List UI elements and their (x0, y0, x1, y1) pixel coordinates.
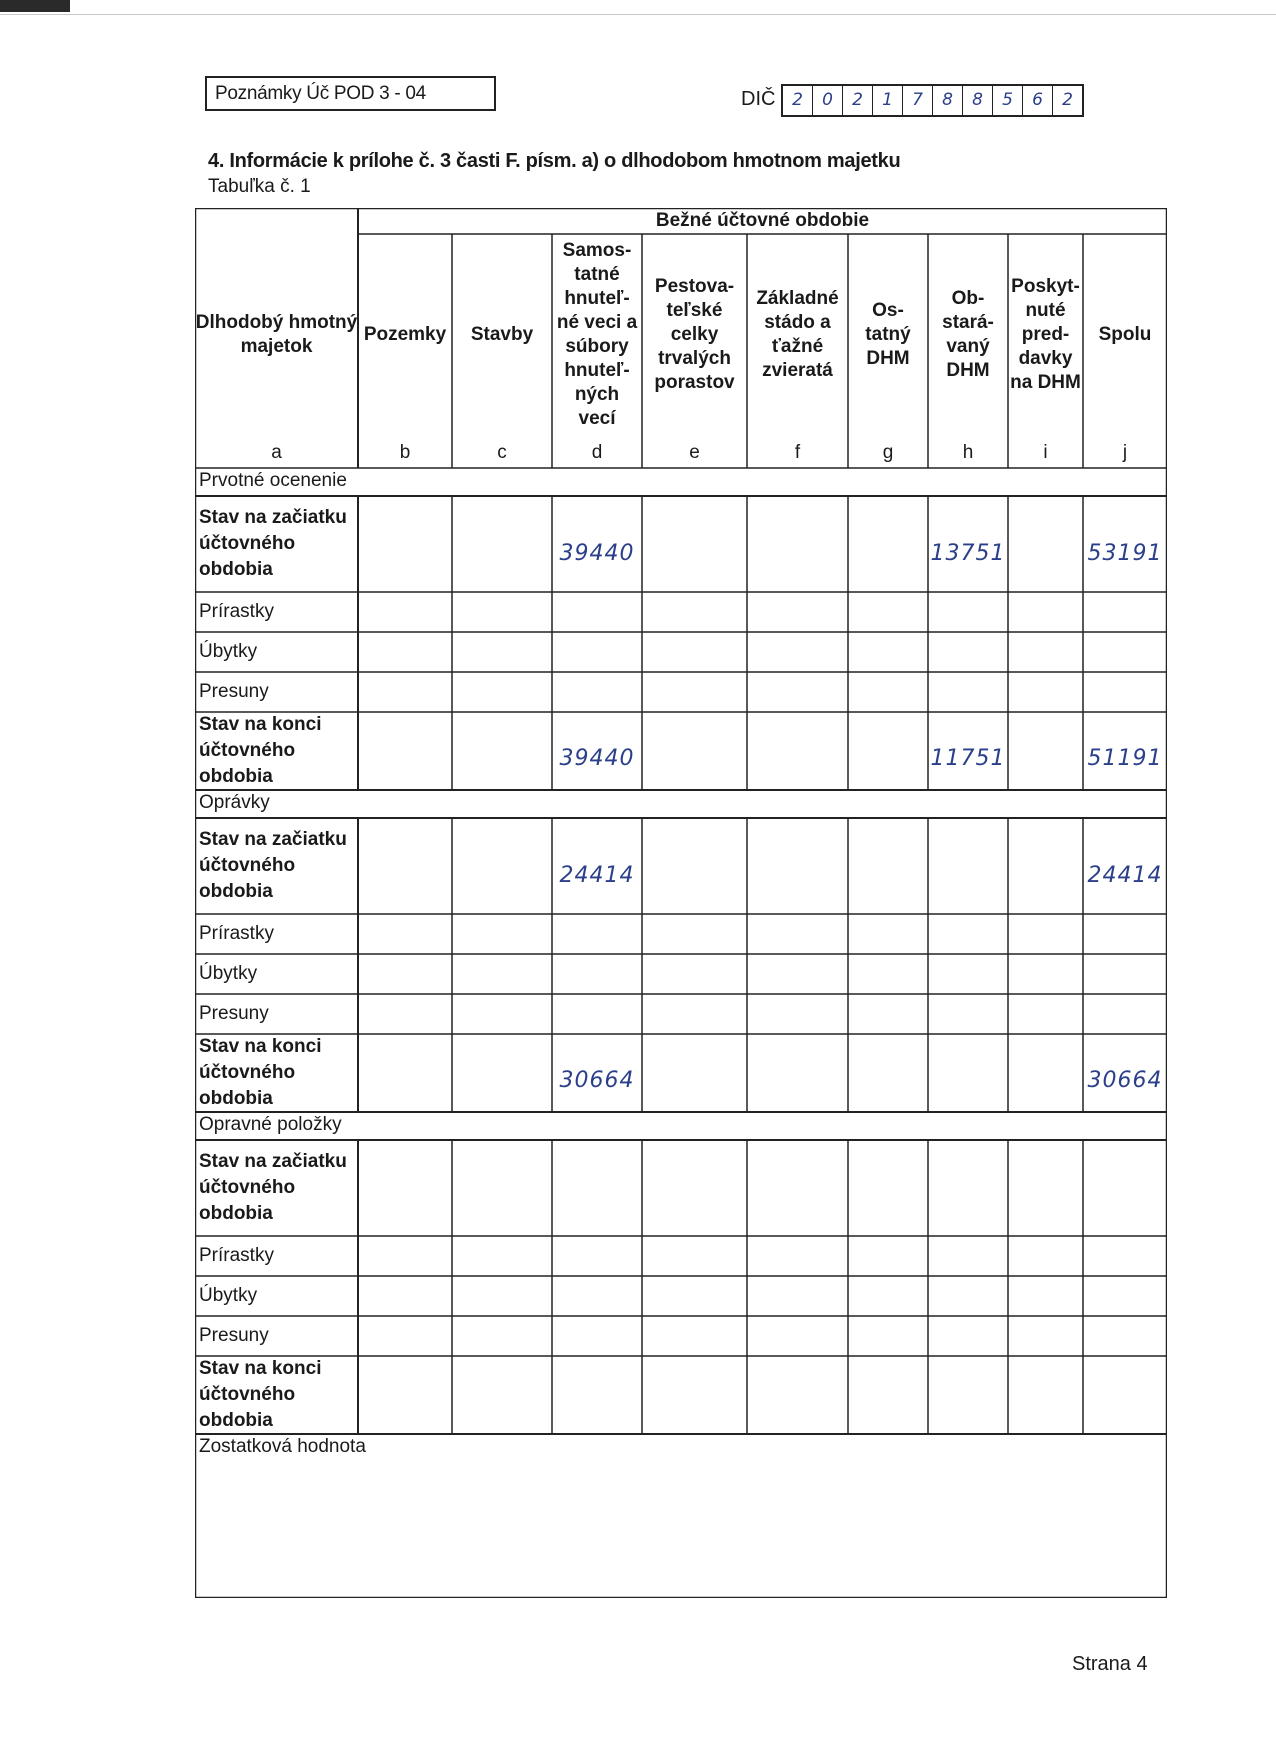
dic-digit-box: 7 (903, 86, 933, 115)
handwritten-value: 39440 (559, 541, 635, 567)
col-letter: d (591, 442, 603, 463)
super-header: Bežné účtovné obdobie (655, 210, 870, 231)
col-header: Ob-stará-vaný DHM (942, 288, 994, 381)
col-letter: i (1043, 442, 1048, 463)
col-header: Pozemky (363, 324, 447, 345)
col-letter: e (689, 442, 700, 463)
dic-digit-box: 2 (843, 86, 873, 115)
section-title: Prvotné ocenenie (199, 470, 347, 491)
row-label: Stav na začiatku účtovného obdobia (199, 829, 347, 902)
dic-digit-box: 2 (783, 86, 813, 115)
page-number: Strana 4 (1072, 1653, 1148, 1675)
col-header: Stavby (470, 324, 534, 345)
row-label: Prírastky (199, 601, 274, 622)
row-label: Presuny (199, 681, 269, 702)
handwritten-value: 30664 (559, 1068, 635, 1094)
row-label: Úbytky (199, 641, 258, 662)
handwritten-value: 39440 (559, 746, 635, 772)
dic-digit-box: 1 (873, 86, 903, 115)
scan-edge-mark (0, 0, 70, 12)
section-heading: 4. Informácie k prílohe č. 3 časti F. písm. a) o dlhodobom hmotnom majetku (208, 150, 901, 172)
fixed-assets-table (195, 208, 1167, 1598)
dic-digit-box: 2 (1062, 90, 1073, 110)
section-title: Opravné položky (199, 1114, 342, 1135)
handwritten-value: 13751 (930, 541, 1006, 567)
col-letter: h (962, 442, 974, 463)
col-letter: j (1122, 442, 1128, 463)
col-header: Os-tatný DHM (865, 300, 911, 369)
dic-digit-box: 8 (963, 86, 993, 115)
handwritten-value: 53191 (1087, 541, 1163, 567)
dic-boxes (781, 84, 1084, 117)
row-label: Úbytky (199, 963, 258, 984)
col-letter: f (794, 442, 801, 463)
dic-label: DIČ (741, 88, 776, 110)
row-label: Presuny (199, 1325, 269, 1346)
handwritten-value: 11751 (930, 746, 1006, 772)
col-header: Samos-tatné hnuteľ-né veci a súbory hnuteľ-ných vecí (556, 240, 638, 429)
col-header: Základné stádo a ťažné zvieratá (756, 288, 839, 381)
handwritten-value: 51191 (1087, 746, 1163, 772)
dic-digit-box: 0 (813, 86, 843, 115)
residual-value-label: Zostatková hodnota (199, 1436, 366, 1457)
row-label: Stav na konci účtovného obdobia (199, 714, 322, 787)
col-header: Pestova-teľské celky trvalých porastov (654, 276, 735, 393)
handwritten-value: 24414 (559, 863, 635, 889)
form-label: Poznámky Úč POD 3 - 04 (215, 83, 426, 104)
col-header: Spolu (1098, 324, 1152, 345)
col-letter: b (399, 442, 411, 463)
table-caption: Tabuľka č. 1 (208, 176, 311, 197)
col-header: Poskyt-nuté pred-davky na DHM (1010, 276, 1081, 393)
dic-digit-box: 8 (933, 86, 963, 115)
row-label: Prírastky (199, 923, 274, 944)
dic-digit-box: 5 (993, 86, 1023, 115)
row-label: Presuny (199, 1003, 269, 1024)
row-label: Úbytky (199, 1285, 258, 1306)
section-title: Oprávky (199, 792, 270, 813)
col-letter: c (497, 442, 507, 463)
col-letter: g (882, 442, 894, 463)
scan-edge-line (0, 14, 1276, 15)
row-label: Stav na konci účtovného obdobia (199, 1358, 322, 1431)
dic-digit-box: 6 (1023, 86, 1053, 115)
handwritten-value: 30664 (1087, 1068, 1163, 1094)
row-label: Stav na konci účtovného obdobia (199, 1036, 322, 1109)
row-label: Stav na začiatku účtovného obdobia (199, 507, 347, 580)
row-label: Prírastky (199, 1245, 274, 1266)
form-label-box (205, 76, 496, 111)
handwritten-value: 24414 (1087, 863, 1163, 889)
row-label: Stav na začiatku účtovného obdobia (199, 1151, 347, 1224)
col-header-asset: Dlhodobý hmotný majetok (195, 312, 358, 357)
col-letter: a (271, 442, 282, 463)
